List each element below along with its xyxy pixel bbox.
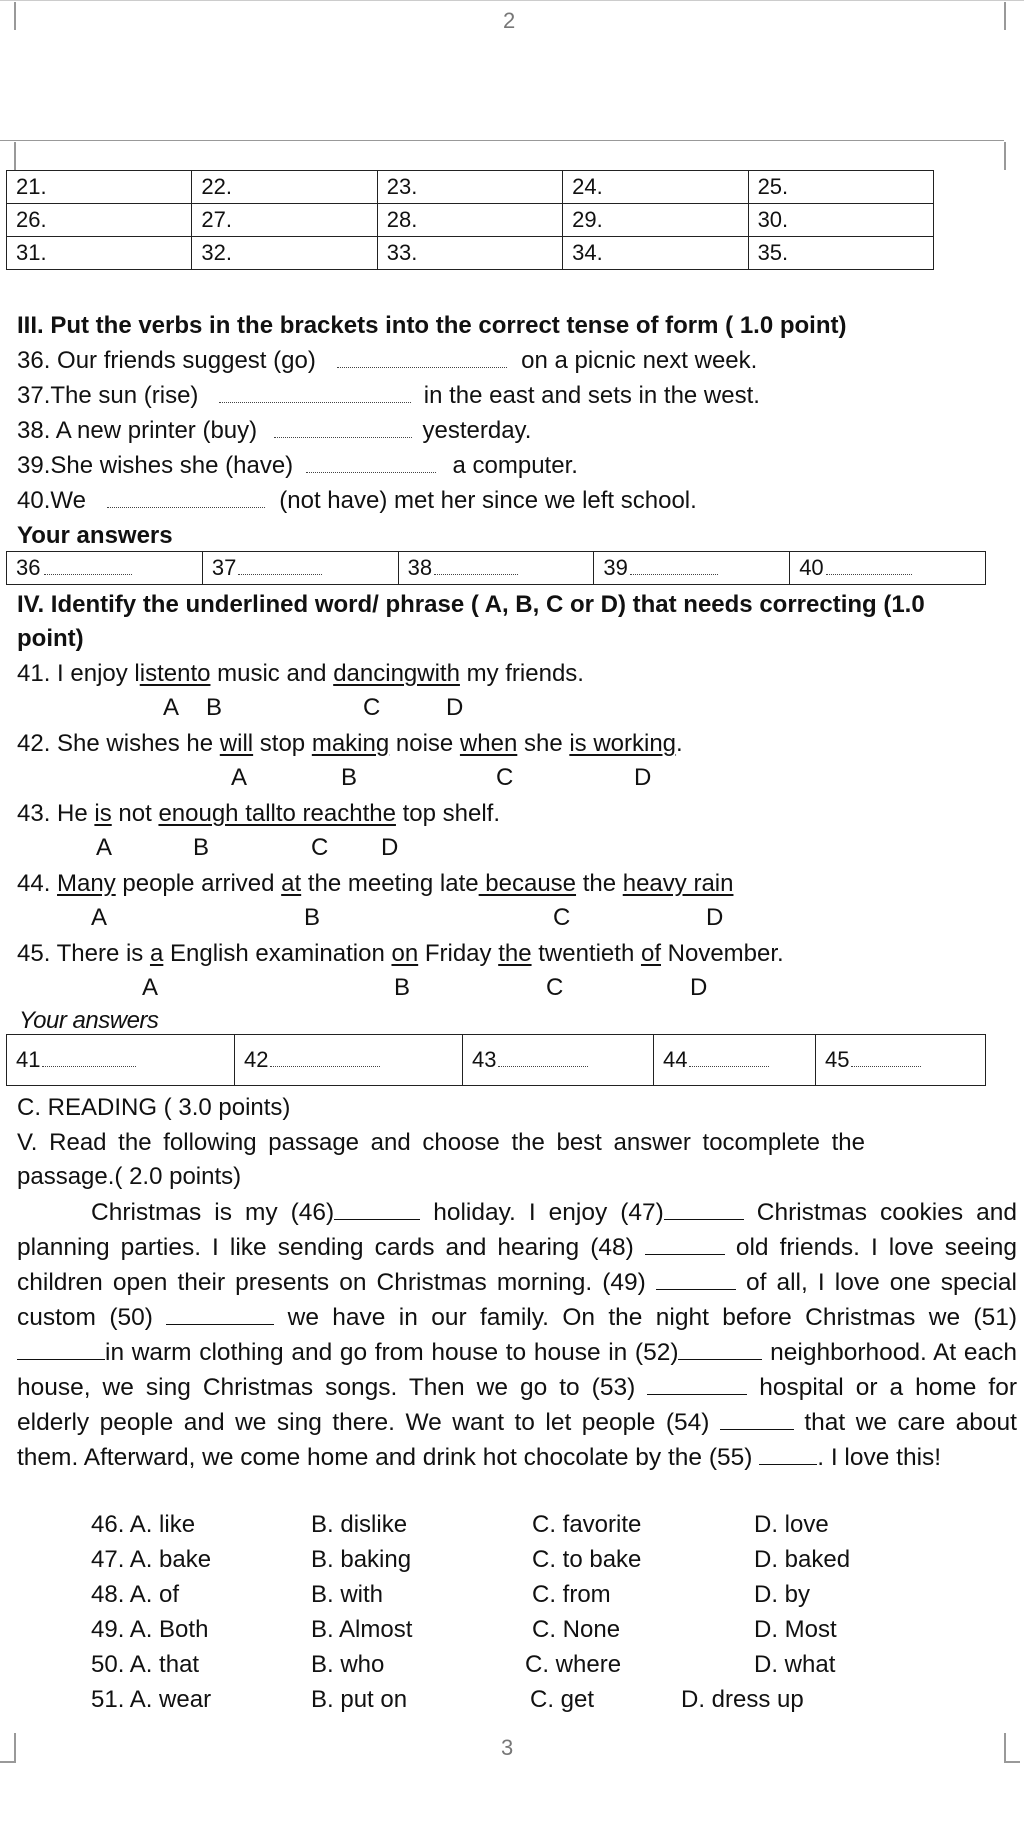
answer-grid-21-35 <box>6 170 934 270</box>
q40-text-after: (not have) met her since we left school. <box>279 487 697 514</box>
grid-cell[interactable]: 25. <box>748 171 933 204</box>
blank-54[interactable] <box>720 1411 794 1430</box>
option-b[interactable]: B. with <box>311 1581 384 1608</box>
q45-text: November. <box>660 940 784 967</box>
answer-box-44[interactable] <box>689 1048 769 1067</box>
blank-51[interactable] <box>17 1341 105 1360</box>
q43-letter-a: A <box>96 834 113 861</box>
grid-cell[interactable]: 32. <box>192 237 377 270</box>
q42-letter-d: D <box>634 764 652 791</box>
passage-text: that we care about them. Afterward, we come home and drink hot chocolate by the (55) <box>17 1409 1017 1471</box>
grid-cell[interactable]: 35. <box>748 237 933 270</box>
option-b[interactable]: B. baking <box>311 1546 412 1573</box>
q45-text: English examination <box>163 940 392 967</box>
q44-text: people arrived <box>115 870 282 897</box>
q45-underline-b[interactable]: on <box>391 940 419 967</box>
page-break-line <box>0 140 1004 141</box>
q44-letter-d: D <box>706 904 724 931</box>
q41-letter-d: D <box>446 694 464 721</box>
option-d[interactable]: D. love <box>754 1511 829 1538</box>
page-top-edge <box>0 0 1024 1</box>
section-5-heading-cont: passage.( 2.0 points) <box>17 1163 242 1190</box>
q39-blank[interactable] <box>306 454 436 473</box>
option-a[interactable]: 50. A. that <box>91 1651 200 1678</box>
option-a[interactable]: 49. A. Both <box>91 1616 209 1643</box>
q39-text-after: a computer. <box>452 452 578 479</box>
q44-underline-c[interactable]: because <box>478 870 577 897</box>
passage-text: of all, I love one special custom (50) <box>17 1269 1017 1331</box>
crop-mark <box>0 2 16 30</box>
question-36 <box>17 344 757 378</box>
q44-underline-b[interactable]: at <box>281 870 302 897</box>
grid-cell[interactable]: 26. <box>7 204 192 237</box>
answer-box-label: 36 <box>16 555 41 580</box>
q42-underline-a[interactable]: will <box>219 730 254 757</box>
your-answers-label-3: Your answers <box>17 522 173 549</box>
section-3-heading: III. Put the verbs in the brackets into the correct tense of form ( 1.0 point) <box>17 312 847 339</box>
q42-underline-b[interactable]: making <box>311 730 390 757</box>
answer-box-label: 45 <box>825 1047 850 1072</box>
option-c[interactable]: C. get <box>530 1686 595 1713</box>
answer-box-label: 41 <box>16 1047 41 1072</box>
q39-text: 39.She wishes she (have) <box>17 452 294 479</box>
passage-text: hospital or a home for elderly people and we sing there. We want to let people (54) <box>17 1374 1017 1436</box>
q42-text: noise <box>389 730 460 757</box>
crop-mark <box>0 1733 16 1763</box>
q42-underline-d[interactable]: is working <box>569 730 677 757</box>
q40-text: 40.We <box>17 487 86 514</box>
q41-letter-b: B <box>206 694 223 721</box>
page-number-top: 2 <box>503 8 516 33</box>
option-a[interactable]: 46. A. like <box>91 1511 196 1538</box>
q45-letter-c: C <box>546 974 564 1001</box>
answer-box-label: 40 <box>799 555 824 580</box>
grid-cell[interactable]: 21. <box>7 171 192 204</box>
q38-text: 38. A new printer (buy) <box>17 417 258 444</box>
q41-letter-c: C <box>363 694 381 721</box>
passage-text: holiday. I enjoy (47) <box>420 1199 664 1226</box>
question-39 <box>17 449 578 483</box>
option-a[interactable]: 48. A. of <box>91 1581 180 1608</box>
q41-underline-ab[interactable]: istento <box>139 660 211 687</box>
blank-50[interactable] <box>166 1306 274 1325</box>
q37-blank[interactable] <box>219 384 411 403</box>
answer-box-37[interactable] <box>238 556 322 575</box>
answer-box-label: 38 <box>407 555 433 580</box>
q41-text: my friends. <box>459 660 584 687</box>
option-d[interactable]: D. baked <box>754 1546 851 1573</box>
reading-passage <box>17 1195 1017 1475</box>
q43-text: 43. He <box>17 800 95 827</box>
q38-text-after: yesterday. <box>422 417 532 444</box>
answer-box-36[interactable] <box>44 556 132 575</box>
option-c[interactable]: C. None <box>532 1616 621 1643</box>
q44-text: the <box>576 870 623 897</box>
answer-boxes-36-40 <box>6 551 986 585</box>
q41-letter-a: A <box>163 694 180 721</box>
q38-blank[interactable] <box>274 419 412 438</box>
q41-text: music and <box>210 660 334 687</box>
option-d[interactable]: D. dress up <box>681 1686 804 1713</box>
option-c[interactable]: C. to bake <box>532 1546 642 1573</box>
q41-text: 41. I enjoy l <box>17 660 140 687</box>
section-4-heading: IV. Identify the underlined word/ phrase ( A, B, C or D) that needs correcting (1.0 <box>17 591 925 618</box>
q44-letter-b: B <box>304 904 321 931</box>
q43-letter-c: C <box>311 834 329 861</box>
answer-box-label: 42 <box>244 1047 269 1072</box>
question-37 <box>17 379 760 413</box>
q36-blank[interactable] <box>337 349 507 368</box>
page-number-bottom: 3 <box>501 1735 514 1760</box>
option-a[interactable]: 51. A. wear <box>91 1686 212 1713</box>
q45-underline-c[interactable]: the <box>498 940 532 967</box>
q42-underline-c[interactable]: when <box>459 730 518 757</box>
q42-text: . <box>676 730 683 757</box>
option-c[interactable]: C. favorite <box>532 1511 642 1538</box>
q43-underline-a[interactable]: is <box>94 800 112 827</box>
q41-underline-cd[interactable]: dancingwith <box>333 660 460 687</box>
grid-cell[interactable]: 30. <box>748 204 933 237</box>
option-d[interactable]: D. by <box>754 1581 811 1608</box>
section-5-heading: V. Read the following passage and choose the best answer tocomplete the <box>17 1129 865 1156</box>
option-d[interactable]: D. Most <box>754 1616 837 1643</box>
option-b[interactable]: B. Almost <box>311 1616 413 1643</box>
grid-cell[interactable]: 33. <box>377 237 562 270</box>
q45-underline-a[interactable]: a <box>149 940 164 967</box>
option-b[interactable]: B. who <box>311 1651 385 1678</box>
question-45 <box>17 937 784 971</box>
q44-letter-c: C <box>553 904 571 931</box>
answer-box-label: 44 <box>663 1047 688 1072</box>
reading-section-title: C. READING ( 3.0 points) <box>17 1094 291 1121</box>
grid-cell[interactable]: 22. <box>192 171 377 204</box>
passage-text: . I love this! <box>817 1444 942 1471</box>
question-44 <box>17 867 733 901</box>
q45-text: 45. There is <box>17 940 150 967</box>
answer-box-41[interactable] <box>42 1048 136 1067</box>
passage-text: Christmas is my (46) <box>91 1199 335 1226</box>
crop-mark <box>1004 1733 1020 1763</box>
grid-cell[interactable]: 28. <box>377 204 562 237</box>
your-answers-label-4: Your answers <box>19 1007 159 1034</box>
answer-box-38[interactable] <box>434 556 518 575</box>
q42-letter-b: B <box>341 764 358 791</box>
crop-mark <box>1004 2 1020 30</box>
option-a[interactable]: 47. A. bake <box>91 1546 212 1573</box>
q42-text: stop <box>253 730 312 757</box>
q42-letter-c: C <box>496 764 514 791</box>
answer-box-label: 43 <box>472 1047 497 1072</box>
blank-47[interactable] <box>664 1201 744 1220</box>
q44-letter-a: A <box>91 904 108 931</box>
answer-box-label: 37 <box>211 555 237 580</box>
q42-text: she <box>517 730 570 757</box>
option-c[interactable]: C. where <box>525 1651 622 1678</box>
q45-letter-a: A <box>142 974 159 1001</box>
q37-text-after: in the east and sets in the west. <box>423 382 760 409</box>
section-4-heading-cont: point) <box>17 625 84 652</box>
blank-53[interactable] <box>647 1376 747 1395</box>
blank-55[interactable] <box>759 1446 817 1465</box>
q45-letter-b: B <box>394 974 411 1001</box>
blank-49[interactable] <box>656 1271 736 1290</box>
grid-cell[interactable]: 27. <box>192 204 377 237</box>
q45-underline-d[interactable]: of <box>640 940 661 967</box>
answer-box-45[interactable] <box>851 1048 921 1067</box>
question-43 <box>17 797 500 831</box>
answer-box-42[interactable] <box>270 1048 380 1067</box>
grid-cell[interactable]: 29. <box>563 204 748 237</box>
crop-mark <box>1004 142 1020 170</box>
q43-letter-b: B <box>193 834 210 861</box>
option-d[interactable]: D. what <box>754 1651 836 1678</box>
blank-46[interactable] <box>334 1201 420 1220</box>
grid-cell[interactable]: 24. <box>563 171 748 204</box>
question-41 <box>17 657 584 691</box>
grid-cell[interactable]: 23. <box>377 171 562 204</box>
answer-box-40[interactable] <box>826 556 912 575</box>
q43-text: not <box>111 800 159 827</box>
answer-box-label: 39 <box>603 555 628 580</box>
answer-box-43[interactable] <box>498 1048 588 1067</box>
question-40 <box>17 484 697 518</box>
q45-text: Friday <box>418 940 499 967</box>
grid-cell[interactable]: 34. <box>563 237 748 270</box>
q44-underline-d[interactable]: heavy rain <box>622 870 734 897</box>
passage-text: old friends. I love seeing children open their presents on Christmas morning. (49) <box>17 1234 1017 1296</box>
passage-text: Christmas cookies and planning parties. I like sending cards and hearing (48) <box>17 1199 1017 1261</box>
option-b[interactable]: B. dislike <box>311 1511 408 1538</box>
q37-text: 37.The sun (rise) <box>17 382 199 409</box>
q43-letter-d: D <box>381 834 399 861</box>
q44-text: the meeting late <box>301 870 479 897</box>
question-38 <box>17 414 531 448</box>
blank-48[interactable] <box>645 1236 725 1255</box>
q44-text: 44. <box>17 870 58 897</box>
q45-letter-d: D <box>690 974 708 1001</box>
q42-text: 42. She wishes he <box>17 730 220 757</box>
q42-letter-a: A <box>231 764 248 791</box>
crop-mark <box>0 142 16 170</box>
passage-text: neighborhood. At each house, we sing Christmas songs. Then we go to (53) <box>17 1339 1017 1401</box>
q45-text: twentieth <box>531 940 641 967</box>
answer-box-39[interactable] <box>630 556 718 575</box>
q36-text-after: on a picnic next week. <box>521 347 758 374</box>
q43-underline-bcd[interactable]: enough tallto reachthe <box>158 800 396 827</box>
grid-cell[interactable]: 31. <box>7 237 192 270</box>
q36-text: 36. Our friends suggest (go) <box>17 347 316 374</box>
blank-52[interactable] <box>678 1341 762 1360</box>
option-c[interactable]: C. from <box>532 1581 611 1608</box>
option-b[interactable]: B. put on <box>311 1686 408 1713</box>
question-42 <box>17 727 683 761</box>
passage-text: in warm clothing and go from house to house in (52) <box>105 1339 679 1366</box>
q40-blank[interactable] <box>107 489 265 508</box>
q44-underline-a[interactable]: Many <box>57 870 116 897</box>
passage-text: we have in our family. On the night before Christmas we (51) <box>274 1304 1017 1331</box>
q43-text: top shelf. <box>395 800 501 827</box>
answer-boxes-41-45 <box>6 1034 986 1086</box>
